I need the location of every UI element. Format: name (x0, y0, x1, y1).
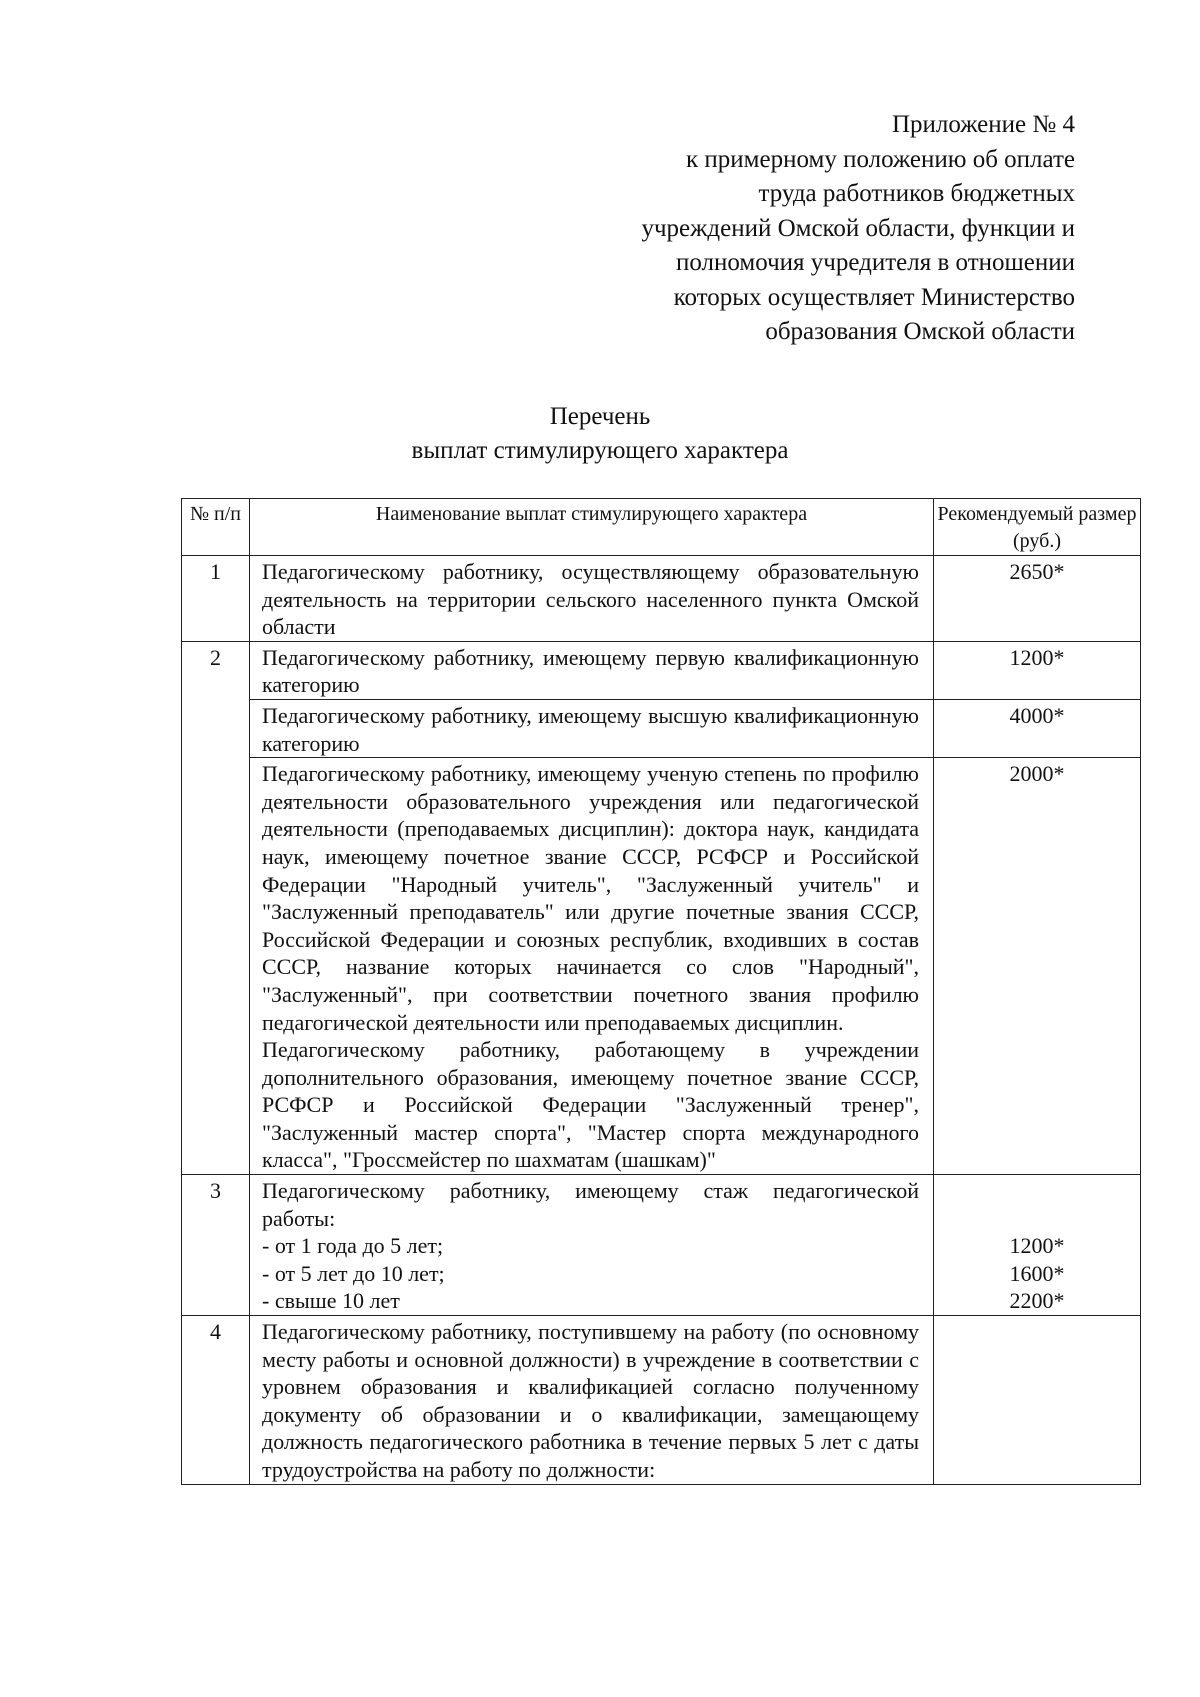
seniority-item: - от 1 года до 5 лет; (262, 1233, 444, 1259)
row-name: Педагогическому работнику, имеющему первую квалификационную категорию (250, 641, 934, 699)
seniority-size: 2200* (1009, 1288, 1065, 1314)
row-name-cell (250, 758, 934, 1175)
appendix-line: учреждений Омской области, функции и (641, 214, 1075, 242)
table-header-row (182, 499, 1141, 556)
row-number: 3 (182, 1175, 250, 1316)
appendix-line: образования Омской области (765, 318, 1075, 345)
seniority-size: 1600* (1009, 1260, 1065, 1286)
title-line-2: выплат стимулирующего характера (411, 437, 789, 464)
row-size (934, 1316, 1141, 1485)
row-number: 1 (182, 556, 250, 642)
row-size: 2650* (934, 556, 1141, 642)
row-size: 4000* (934, 699, 1141, 757)
appendix-header (641, 108, 1075, 350)
document-title (0, 400, 1200, 468)
row-size-cell (934, 1175, 1141, 1316)
row-name: Педагогическому работнику, имеющему ученую степень по профилю деятельности образовательного учреждения или педагогической деятельности (преподаваемых дисциплин): доктора наук, кандидата наук, имеющему почетное звание СССР, РСФСР и Российской Федерации "Народный учитель", "Заслуженный учитель" и "Заслуженный преподаватель" или другие почетные звания СССР, Российской Федерации и союзных республик, входивших в состав СССР, название которых начинается со слов "Народный", "Заслуженный", при соответствии почетного звания профилю педагогической деятельности или преподаваемых дисциплин. (262, 761, 919, 1035)
row-size: 2000* (934, 758, 1141, 1175)
table-row (182, 641, 1141, 699)
seniority-item: - свыше 10 лет (262, 1288, 400, 1314)
payments-table (181, 498, 1141, 1485)
header-name: Наименование выплат стимулирующего характера (250, 499, 934, 556)
row-name: Педагогическому работнику, имеющему высшую квалификационную категорию (250, 699, 934, 757)
appendix-line: труда работников бюджетных (758, 180, 1075, 207)
row-name: Педагогическому работнику, имеющему стаж педагогической работы: (262, 1178, 919, 1231)
size-spacer (934, 1177, 1140, 1232)
row-name: Педагогическому работнику, осуществляющему образовательную деятельность на территории сельского населенного пункта Омской области (250, 556, 934, 642)
row-name-cell (250, 1175, 934, 1316)
row-number: 2 (182, 641, 250, 1174)
row-size: 1200* (934, 641, 1141, 699)
title-line-1: Перечень (549, 403, 651, 430)
row-number: 4 (182, 1316, 250, 1485)
header-size: Рекомендуемый размер (руб.) (934, 499, 1141, 556)
appendix-line: которых осуществляет Министерство (673, 283, 1075, 311)
table-row (182, 1175, 1141, 1316)
appendix-line: к примерному положению об оплате (686, 145, 1075, 173)
table-row (182, 1316, 1141, 1485)
row-name-continued: Педагогическому работнику, работающему в учреждении дополнительного образования, имеющему почетное звание СССР, РСФСР и Российской Федерации "Заслуженный тренер", "Заслуженный мастер спорта", "Мастер спорта международного класса", "Гроссмейстер по шахматам (шашкам)" (262, 1037, 919, 1173)
table-row (182, 556, 1141, 642)
appendix-line: полномочия учредителя в отношении (676, 249, 1075, 276)
header-number: № п/п (182, 499, 250, 556)
appendix-line: Приложение № 4 (891, 111, 1075, 138)
seniority-size: 1200* (1009, 1233, 1065, 1259)
seniority-item: - от 5 лет до 10 лет; (262, 1260, 445, 1286)
table-row (182, 699, 1141, 757)
row-name: Педагогическому работнику, поступившему на работу (по основному месту работы и основной должности) в учреждение в соответствии с уровнем образования и квалификацией согласно полученному документу об образовании и о квалификации, замещающему должность педагогического работника в течение первых 5 лет с даты трудоустройства на работу по должности: (250, 1316, 934, 1485)
table-row (182, 758, 1141, 1175)
